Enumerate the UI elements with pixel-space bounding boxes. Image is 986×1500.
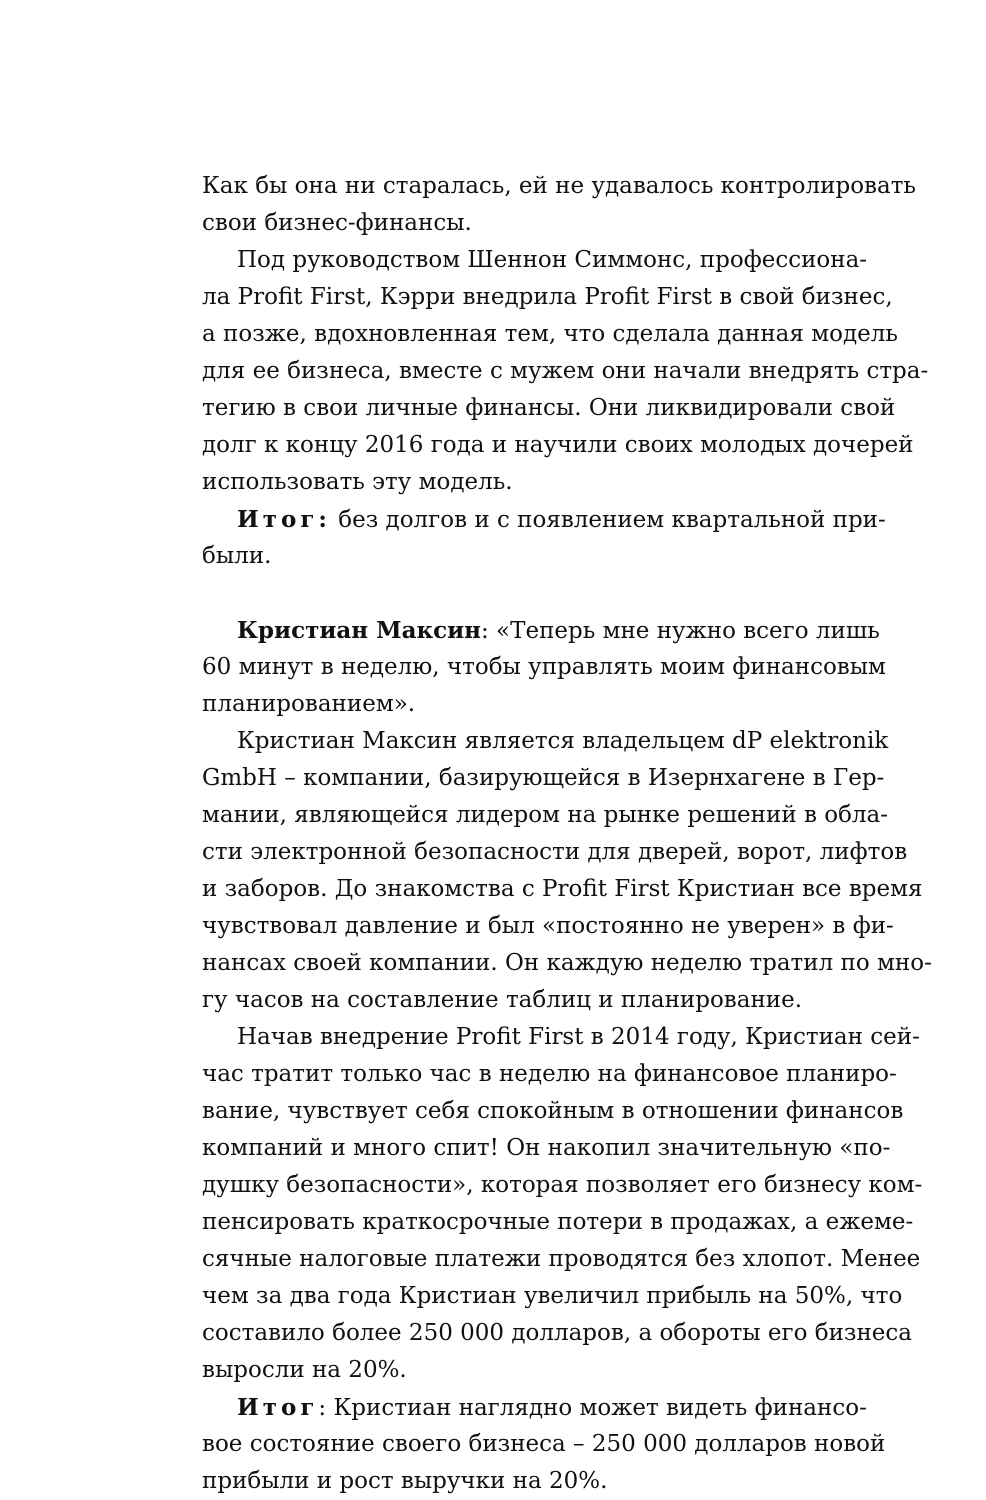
text-line: а позже, вдохновленная тем, что сделала данная модель [202, 321, 898, 347]
result-text: без долгов и с появлением квартальной при- [330, 507, 886, 533]
body-text [202, 168, 932, 1500]
text-line [202, 1389, 867, 1426]
text-line: сти электронной безопасности для дверей, ворот, лифтов [202, 839, 908, 865]
text-line: использовать эту модель. [202, 469, 513, 495]
text-line: свои бизнес-финансы. [202, 210, 472, 236]
paragraph-continuation [202, 168, 916, 242]
text-line: ла Profit First, Кэрри внедрила Profit First в свой бизнес, [202, 284, 893, 310]
paragraph-result-kerry [202, 501, 886, 575]
text-line: были. [202, 543, 272, 569]
paragraph-result-christian [202, 1389, 886, 1500]
text-line: Кристиан Максин является владельцем dP elektronik [237, 728, 889, 754]
paragraph-christian-results [202, 1019, 923, 1389]
text-line: чем за два года Кристиан увеличил прибыль на 50%, что [202, 1283, 903, 1309]
text-line: долг к концу 2016 года и научили своих молодых дочерей [202, 432, 914, 458]
text-line: гу часов на составление таблиц и планирование. [202, 987, 803, 1013]
text-line: для ее бизнеса, вместе с мужем они начали внедрять стра- [202, 358, 929, 384]
text-line: тегию в свои личные финансы. Они ликвидировали свой [202, 395, 896, 421]
text-line: нансах своей компании. Он каждую неделю тратил по мно- [202, 950, 932, 976]
text-line: планированием». [202, 691, 416, 717]
text-line: пенсировать краткосрочные потери в продажах, а ежеме- [202, 1209, 914, 1235]
quote-text: : «Теперь мне нужно всего лишь [481, 618, 880, 644]
text-line: и заборов. До знакомства с Profit First Кристиан все время [202, 876, 923, 902]
text-line [202, 612, 880, 649]
text-line: Под руководством Шеннон Симмонс, профессиона- [237, 247, 868, 273]
paragraph-christian-company [202, 723, 932, 1019]
text-line: компаний и много спит! Он накопил значительную «по- [202, 1135, 891, 1161]
text-line: 60 минут в неделю, чтобы управлять моим финансовым [202, 654, 886, 680]
result-text: : Кристиан наглядно может видеть финансо- [318, 1395, 867, 1421]
text-line: мании, являющейся лидером на рынке решений в обла- [202, 802, 889, 828]
text-line: Начав внедрение Profit First в 2014 году, Кристиан сей- [237, 1024, 920, 1050]
text-line: сячные налоговые платежи проводятся без хлопот. Менее [202, 1246, 921, 1272]
paragraph-shannon-simmons [202, 242, 929, 501]
text-line: выросли на 20%. [202, 1357, 407, 1383]
text-line: GmbH – компании, базирующейся в Изернхагене в Гер- [202, 765, 885, 791]
text-line: вание, чувствует себя спокойным в отношении финансов [202, 1098, 904, 1124]
person-name: Кристиан Максин [237, 617, 481, 644]
text-line: Как бы она ни старалась, ей не удавалось контролировать [202, 173, 916, 199]
text-line: душку безопасности», которая позволяет его бизнесу ком- [202, 1172, 923, 1198]
result-label: Итог [237, 1394, 319, 1421]
result-label: Итог: [237, 506, 331, 533]
text-line: час тратит только час в неделю на финансовое планиро- [202, 1061, 897, 1087]
section-gap [202, 575, 822, 612]
paragraph-christian-quote [202, 612, 886, 723]
text-line: составило более 250 000 долларов, а обороты его бизнеса [202, 1320, 912, 1346]
text-line: прибыли и рост выручки на 20%. [202, 1468, 608, 1494]
text-line: вое состояние своего бизнеса – 250 000 долларов новой [202, 1431, 886, 1457]
text-line: чувствовал давление и был «постоянно не уверен» в фи- [202, 913, 894, 939]
text-line [202, 501, 886, 538]
